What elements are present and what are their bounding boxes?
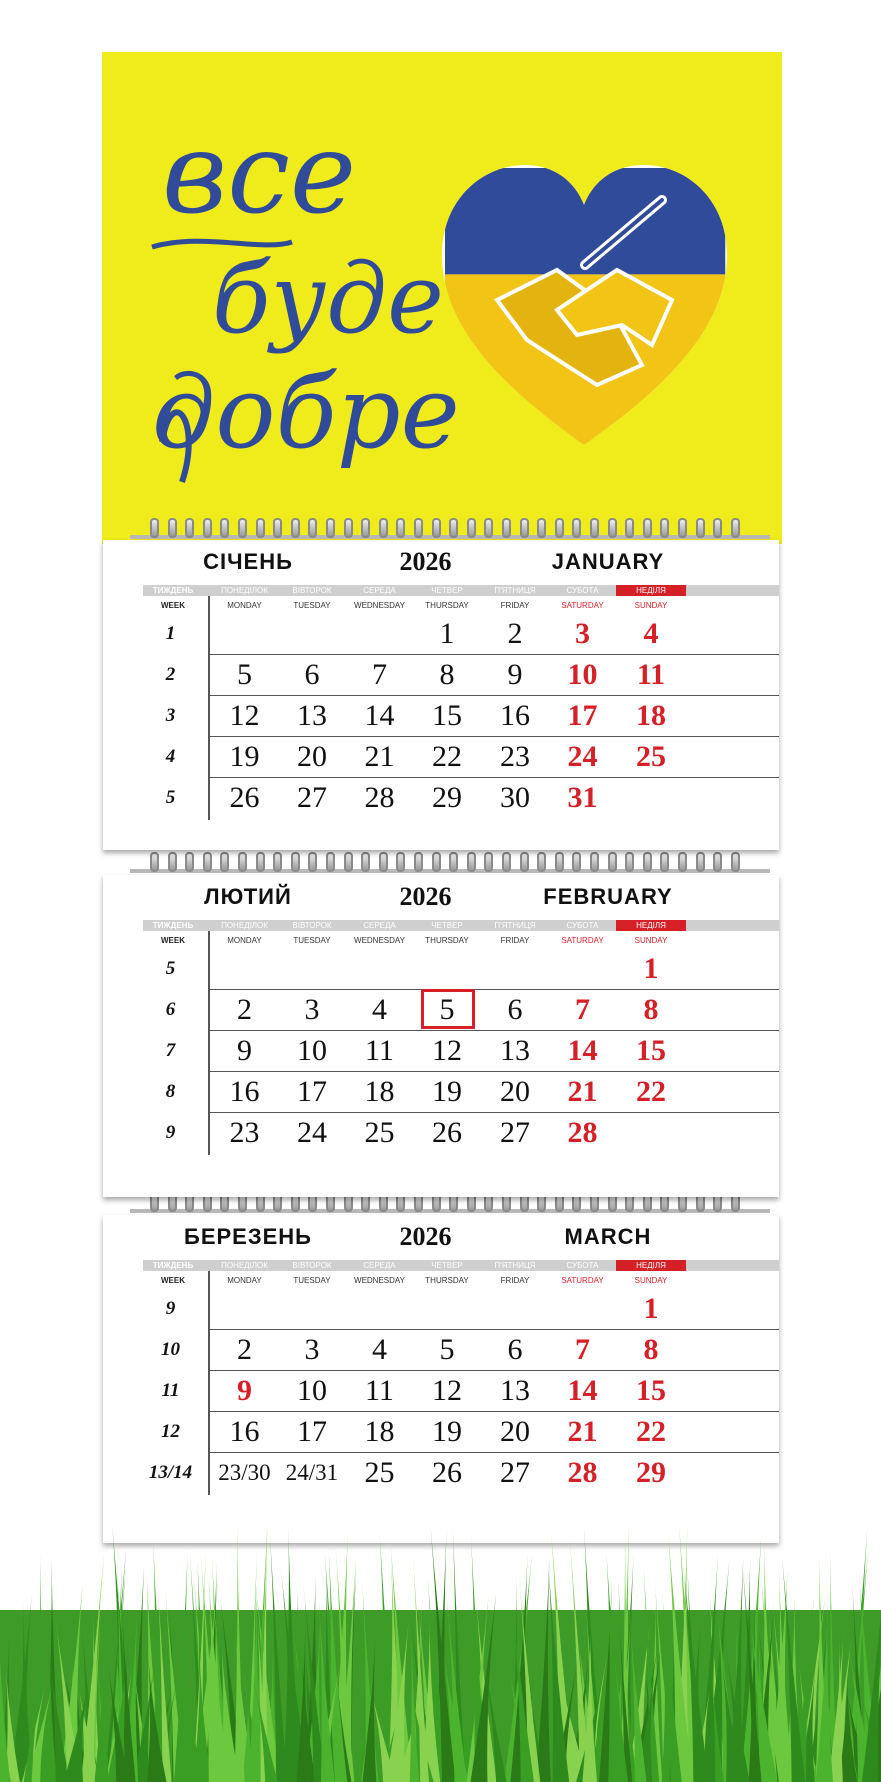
weekday-header-en: WEDNESDAY: [354, 1276, 405, 1285]
spiral-loop: [291, 518, 300, 538]
spiral-loop: [608, 518, 617, 538]
grass-decoration: [0, 1500, 881, 1782]
grid-divider: [208, 736, 779, 737]
weekday-header-ua: ЧЕТВЕР: [431, 921, 463, 930]
week-number: 2: [165, 664, 176, 685]
calendar-day[interactable]: 21: [567, 1415, 598, 1448]
spiral-loop: [520, 852, 529, 872]
spiral-loop: [379, 518, 388, 538]
spiral-loop: [625, 518, 634, 538]
spiral-loop: [273, 852, 282, 872]
calendar-day[interactable]: 9: [507, 658, 523, 691]
calendar-day[interactable]: 4: [372, 993, 387, 1026]
calendar-day[interactable]: 27: [297, 781, 327, 814]
week-number: 4: [165, 746, 176, 767]
spiral-loop: [414, 852, 423, 872]
calendar-day[interactable]: 23: [500, 740, 530, 773]
weekday-header-ua: ТИЖДЕНЬ: [152, 586, 194, 595]
calendar-day[interactable]: 2: [237, 993, 252, 1026]
weekday-header-ua: ЧЕТВЕР: [431, 1261, 463, 1270]
spiral-loop: [361, 852, 370, 872]
grid-divider: [208, 1071, 779, 1072]
spiral-loop: [220, 518, 229, 538]
month-year: 2026: [399, 882, 452, 911]
spiral-loop: [344, 852, 353, 872]
calendar-day[interactable]: 21: [567, 1075, 598, 1108]
calendar-day[interactable]: 11: [365, 1374, 394, 1407]
month-year: 2026: [399, 547, 452, 576]
spiral-loop: [467, 518, 476, 538]
weekday-header-ua: НЕДІЛЯ: [616, 920, 686, 931]
grid-divider: [208, 654, 779, 655]
spiral-loop: [185, 518, 194, 538]
month-panel-january: [103, 540, 779, 850]
weekday-header-ua: СУБОТА: [566, 1261, 599, 1270]
calendar-day[interactable]: 2: [237, 1333, 252, 1366]
calendar-day[interactable]: 26: [229, 781, 260, 814]
spiral-loop: [361, 518, 370, 538]
calendar-day[interactable]: 22: [432, 740, 462, 773]
spiral-loop: [344, 518, 353, 538]
calendar-day[interactable]: 17: [297, 1075, 327, 1108]
calendar-day[interactable]: 15: [636, 1374, 666, 1407]
week-number: 7: [165, 1040, 176, 1061]
calendar-day[interactable]: 30: [500, 781, 530, 814]
calendar-day[interactable]: 27: [500, 1456, 530, 1489]
spiral-loop: [713, 852, 722, 872]
calendar-day[interactable]: 14: [567, 1374, 598, 1407]
spiral-loop: [484, 852, 493, 872]
calendar-day[interactable]: 12: [229, 699, 260, 732]
weekday-header-en: FRIDAY: [500, 601, 530, 610]
grid-divider: [208, 1329, 779, 1330]
calendar-day[interactable]: 22: [636, 1075, 666, 1108]
spiral-loop: [185, 852, 194, 872]
week-number: 11: [161, 1380, 180, 1401]
calendar-day[interactable]: 2: [507, 617, 523, 650]
calendar-day[interactable]: 7: [575, 993, 590, 1026]
spiral-loop: [326, 852, 335, 872]
weekday-header-ua: СЕРЕДА: [363, 586, 396, 595]
calendar-day[interactable]: 25: [364, 1116, 395, 1149]
weekday-header-ua: СУБОТА: [566, 921, 599, 930]
slogan-line-3: добре: [152, 354, 460, 471]
spiral-loop: [678, 518, 687, 538]
spiral-loop: [590, 852, 599, 872]
calendar-day[interactable]: 8: [643, 1333, 659, 1366]
calendar-day[interactable]: 13: [297, 699, 327, 732]
calendar-day[interactable]: 1: [643, 952, 659, 985]
month-name-ua: БЕРЕЗЕНЬ: [184, 1224, 312, 1249]
calendar-day[interactable]: 15: [432, 699, 462, 732]
weekday-header-ua: ТИЖДЕНЬ: [152, 1261, 194, 1270]
weekday-header-ua: НЕДІЛЯ: [616, 1260, 686, 1271]
calendar-day[interactable]: 18: [364, 1075, 395, 1108]
calendar-day[interactable]: 11: [365, 1034, 394, 1067]
calendar-day[interactable]: 28: [567, 1116, 598, 1149]
grid-divider: [208, 1112, 779, 1113]
weekday-header-en: SUNDAY: [634, 1276, 668, 1285]
calendar-day[interactable]: 20: [500, 1075, 530, 1108]
calendar-day[interactable]: 14: [567, 1034, 598, 1067]
spiral-loop: [625, 852, 634, 872]
month-panel-march: [103, 1215, 779, 1543]
spiral-loop: [555, 518, 564, 538]
week-number: 5: [165, 958, 176, 979]
calendar-day[interactable]: 29: [636, 1456, 666, 1489]
calendar-day[interactable]: 29: [432, 781, 462, 814]
calendar-day[interactable]: 1: [439, 617, 455, 650]
calendar-day[interactable]: 16: [229, 1075, 260, 1108]
spiral-loop: [150, 518, 159, 538]
spiral-loop: [379, 852, 388, 872]
spiral-loop: [238, 518, 247, 538]
cover-artwork: [102, 52, 782, 544]
weekday-header-en: SUNDAY: [634, 936, 668, 945]
grid-divider: [208, 1452, 779, 1453]
spiral-loop: [660, 518, 669, 538]
calendar-day[interactable]: 26: [432, 1116, 462, 1149]
spiral-loop: [502, 518, 511, 538]
week-number: 10: [161, 1339, 180, 1360]
weekday-header-en: MONDAY: [227, 601, 262, 610]
spiral-loop: [572, 518, 581, 538]
spiral-loop: [608, 852, 617, 872]
grid-divider: [208, 989, 779, 990]
spiral-loop: [203, 518, 212, 538]
calendar-day[interactable]: 12: [432, 1034, 462, 1067]
month-name-en: FEBRUARY: [543, 884, 673, 909]
month-year: 2026: [399, 1222, 452, 1251]
week-number: 5: [165, 787, 176, 808]
spiral-loop: [168, 518, 177, 538]
calendar-day[interactable]: 23/30: [218, 1460, 271, 1485]
calendar-day[interactable]: 28: [567, 1456, 598, 1489]
calendar-day[interactable]: 15: [636, 1034, 666, 1067]
spiral-loop: [731, 852, 740, 872]
calendar-day[interactable]: 25: [364, 1456, 395, 1489]
month-panel-february: [103, 875, 779, 1197]
weekday-header-en: WEDNESDAY: [354, 936, 405, 945]
weekday-header-en: WEEK: [161, 1276, 185, 1285]
grid-divider: [208, 1370, 779, 1371]
weekday-header-ua: ПОНЕДІЛОК: [221, 921, 268, 930]
calendar-day[interactable]: 5: [237, 658, 252, 691]
calendar-day[interactable]: 9: [237, 1034, 252, 1067]
calendar-day[interactable]: 10: [567, 658, 598, 691]
spiral-loop: [238, 852, 247, 872]
calendar-day[interactable]: 24/31: [285, 1460, 339, 1485]
week-number: 1: [165, 623, 176, 644]
weekday-header-en: SATURDAY: [561, 1276, 604, 1285]
spiral-loop: [555, 852, 564, 872]
spiral-loop: [678, 852, 687, 872]
spiral-loop: [643, 852, 652, 872]
calendar-day[interactable]: 17: [567, 699, 598, 732]
calendar-day[interactable]: 7: [575, 1333, 590, 1366]
calendar-day[interactable]: 10: [297, 1034, 327, 1067]
spiral-loop: [308, 518, 317, 538]
spiral-loop: [467, 852, 476, 872]
grid-divider: [208, 777, 779, 778]
week-number: 8: [165, 1081, 176, 1102]
calendar-day[interactable]: 14: [364, 699, 395, 732]
calendar-day[interactable]: 5: [439, 1333, 455, 1366]
weekday-header-ua: СУБОТА: [566, 586, 599, 595]
calendar-day[interactable]: 4: [372, 1333, 387, 1366]
weekday-header-ua: ЧЕТВЕР: [431, 586, 463, 595]
calendar-day[interactable]: 3: [304, 1333, 320, 1366]
weekday-header-en: MONDAY: [227, 1276, 262, 1285]
weekday-header-ua: СЕРЕДА: [363, 1261, 396, 1270]
spiral-loop: [256, 518, 265, 538]
spiral-loop: [150, 852, 159, 872]
calendar-day[interactable]: 28: [364, 781, 395, 814]
calendar-day[interactable]: 6: [507, 993, 523, 1026]
weekday-header-en: SATURDAY: [561, 936, 604, 945]
weekday-header-en: THURSDAY: [425, 936, 469, 945]
weekday-header-ua: ВІВТОРОК: [292, 586, 332, 595]
spiral-loop: [449, 518, 458, 538]
slogan-line-2: буде: [212, 243, 444, 355]
grid-divider: [208, 931, 210, 1155]
weekday-header-ua: ТИЖДЕНЬ: [152, 921, 194, 930]
weekday-header-ua: ПОНЕДІЛОК: [221, 1261, 268, 1270]
calendar-day[interactable]: 20: [500, 1415, 530, 1448]
spiral-loop: [414, 518, 423, 538]
calendar-day[interactable]: 8: [439, 658, 455, 691]
week-number: 6: [165, 999, 176, 1020]
weekday-header-en: THURSDAY: [425, 1276, 469, 1285]
weekday-header-en: MONDAY: [227, 936, 262, 945]
weekday-header-ua: П'ЯТНИЦЯ: [494, 586, 536, 595]
weekday-header-en: TUESDAY: [293, 936, 331, 945]
spiral-loop: [432, 852, 441, 872]
calendar-day[interactable]: 19: [229, 740, 260, 773]
spiral-loop: [203, 852, 212, 872]
calendar-day[interactable]: 24: [297, 1116, 327, 1149]
calendar-day[interactable]: 6: [507, 1333, 523, 1366]
calendar-day[interactable]: 8: [643, 993, 659, 1026]
month-name-en: JANUARY: [551, 549, 665, 574]
spiral-loop: [291, 852, 300, 872]
weekday-header-en: FRIDAY: [500, 1276, 530, 1285]
spiral-loop: [449, 852, 458, 872]
spiral-loop: [696, 852, 705, 872]
weekday-header-ua: ВІВТОРОК: [292, 921, 332, 930]
weekday-header-en: WEDNESDAY: [354, 601, 405, 610]
weekday-header-ua: СЕРЕДА: [363, 921, 396, 930]
calendar-day[interactable]: 11: [636, 658, 666, 691]
calendar-day[interactable]: 31: [567, 781, 598, 814]
spiral-loop: [308, 852, 317, 872]
spiral-loop: [432, 518, 441, 538]
spiral-loop: [537, 852, 546, 872]
calendar-day[interactable]: 18: [636, 699, 666, 732]
calendar-day[interactable]: 5: [439, 993, 455, 1026]
weekday-header-en: TUESDAY: [293, 1276, 331, 1285]
calendar-day[interactable]: 20: [297, 740, 327, 773]
weekday-header-ua: ВІВТОРОК: [292, 1261, 332, 1270]
spiral-loop: [396, 852, 405, 872]
spiral-loop: [273, 518, 282, 538]
spiral-loop: [168, 852, 177, 872]
spiral-loop: [643, 518, 652, 538]
slogan-line-1: все: [162, 109, 357, 239]
week-number: 9: [165, 1298, 176, 1319]
calendar-day[interactable]: 17: [297, 1415, 327, 1448]
calendar-day[interactable]: 13: [500, 1034, 530, 1067]
month-name-ua: ЛЮТИЙ: [204, 884, 292, 909]
weekday-header-en: SUNDAY: [634, 601, 668, 610]
spiral-loop: [256, 852, 265, 872]
calendar-day[interactable]: 25: [636, 740, 666, 773]
spiral-loop: [590, 518, 599, 538]
week-number: 9: [165, 1122, 176, 1143]
spiral-loop: [484, 518, 493, 538]
calendar-day[interactable]: 18: [364, 1415, 395, 1448]
spiral-loop: [520, 518, 529, 538]
week-number: 12: [161, 1421, 180, 1442]
calendar-day[interactable]: 27: [500, 1116, 530, 1149]
weekday-header-en: WEEK: [161, 601, 185, 610]
calendar-day[interactable]: 19: [432, 1415, 462, 1448]
weekday-header-ua: П'ЯТНИЦЯ: [494, 1261, 536, 1270]
month-name-ua: СІЧЕНЬ: [203, 549, 293, 574]
calendar-day[interactable]: 9: [237, 1374, 252, 1407]
grid-divider: [208, 695, 779, 696]
spiral-loop: [696, 518, 705, 538]
calendar-day[interactable]: 13: [500, 1374, 530, 1407]
calendar-day[interactable]: 12: [432, 1374, 462, 1407]
spiral-loop: [396, 518, 405, 538]
week-number: 3: [165, 705, 176, 726]
calendar-day[interactable]: 22: [636, 1415, 666, 1448]
highlighted-day-marker: [421, 989, 475, 1029]
calendar-day[interactable]: 23: [229, 1116, 260, 1149]
weekday-header-en: SATURDAY: [561, 601, 604, 610]
spiral-loop: [731, 518, 740, 538]
spiral-loop: [220, 852, 229, 872]
weekday-header-en: FRIDAY: [500, 936, 530, 945]
weekday-header-en: TUESDAY: [293, 601, 331, 610]
calendar-day[interactable]: 1: [643, 1292, 659, 1325]
calendar-day[interactable]: 24: [567, 740, 598, 773]
spiral-loop: [502, 852, 511, 872]
weekday-header-ua: НЕДІЛЯ: [616, 585, 686, 596]
heart-handshake-icon: [437, 160, 732, 460]
grid-divider: [208, 596, 210, 820]
calendar-day[interactable]: 4: [643, 617, 659, 650]
calendar-day[interactable]: 26: [432, 1456, 462, 1489]
calendar-day[interactable]: 6: [304, 658, 320, 691]
calendar-day[interactable]: 10: [297, 1374, 327, 1407]
weekday-header-en: THURSDAY: [425, 601, 469, 610]
calendar-day[interactable]: 16: [500, 699, 530, 732]
week-number: 13/14: [148, 1462, 193, 1483]
month-name-en: MARCH: [564, 1224, 652, 1249]
calendar-day[interactable]: 19: [432, 1075, 462, 1108]
weekday-header-ua: ПОНЕДІЛОК: [221, 586, 268, 595]
spiral-loop: [713, 518, 722, 538]
spiral-loop: [572, 852, 581, 872]
calendar-day[interactable]: 7: [372, 658, 387, 691]
grid-divider: [208, 1271, 210, 1495]
spiral-loop: [326, 518, 335, 538]
spiral-loop: [537, 518, 546, 538]
calendar-day[interactable]: 21: [364, 740, 395, 773]
calendar-day[interactable]: 3: [575, 617, 590, 650]
grid-divider: [208, 1411, 779, 1412]
calendar-day[interactable]: 3: [304, 993, 320, 1026]
weekday-header-ua: П'ЯТНИЦЯ: [494, 921, 536, 930]
spiral-loop: [660, 852, 669, 872]
calendar-day[interactable]: 16: [229, 1415, 260, 1448]
weekday-header-en: WEEK: [161, 936, 185, 945]
grid-divider: [208, 1030, 779, 1031]
